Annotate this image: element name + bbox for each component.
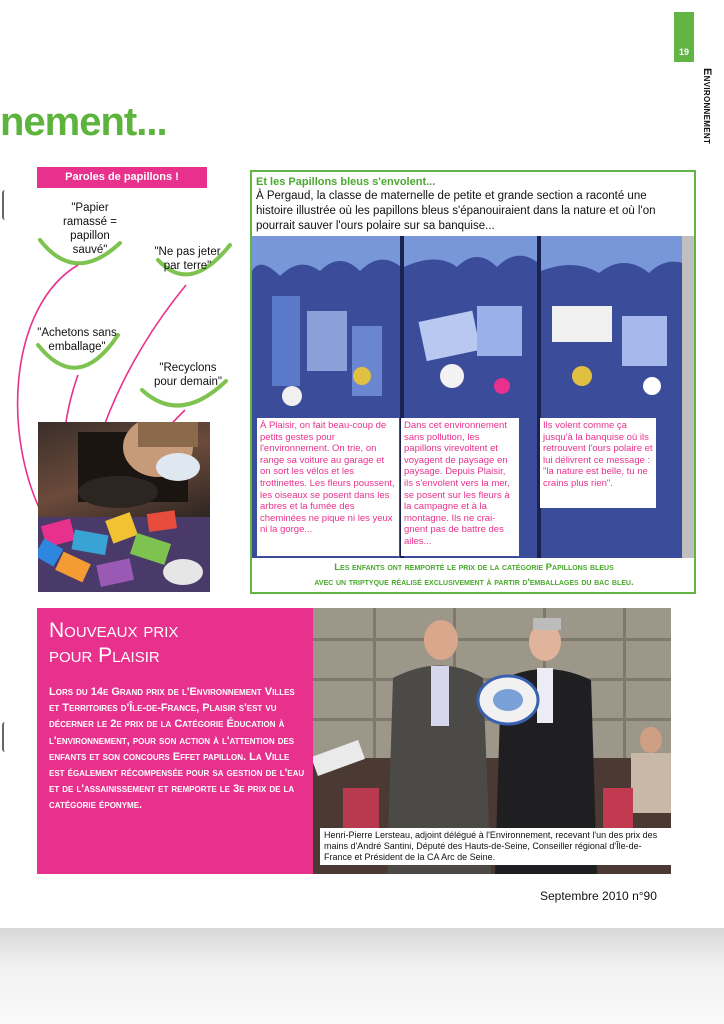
papillons-title: Et les Papillons bleus s'envolent... bbox=[256, 176, 436, 188]
triptych-caption-1: À Plaisir, on fait beau-coup de petits gestes pour l'environnement. On trie, on range sa voiture au garage et on sort les vélos et les trottinettes. Les fleurs poussent, les oiseaux se posent dans les arbres et la fumée des cheminées ne pique ni les yeux ni la gorge... bbox=[257, 418, 399, 556]
quote-papier: "Papier ramassé = papillon sauvé" bbox=[62, 202, 117, 256]
triptych-caption-3: Ils volent comme ça jusqu'à la banquise où ils retrouvent l'ours polaire et lui délivrent ce message : "la nature est belle, tu ne crains plus rien". bbox=[540, 418, 656, 508]
quote-recyclons: "Recyclons pour demain" bbox=[153, 362, 222, 388]
prix-body: Lors du 14e Grand prix de l'Environnement Villes et Territoires d'Île-de-France, Plaisir s'est vu décerner le 2e prix de la Catégorie Éducation à l'environnement, pour son action à l'attention des enfants et son concours Effet papillon. La Ville est également récompensée pour sa gestion de l'eau et de l'assainissement et remporte le 3e prix de la catégorie éponyme. bbox=[49, 686, 305, 812]
papillons-footer-line2: avec un triptyque réalisé exclusivement à partir d'emballages du bac bleu. bbox=[314, 577, 634, 588]
page-bottom-shadow bbox=[0, 928, 724, 1024]
triptych-caption-2: Dans cet environnement sans pollution, les papillons virevoltent et voyagent de paysage en paysage. Depuis Plaisir, ils s'envolent vers la mer, se posent sur les fleurs à la campagne et à la montagne. Ils ne crai-gnent pas de battre des ailes... bbox=[401, 418, 519, 556]
papillons-footer bbox=[256, 560, 692, 590]
headline: nement... bbox=[0, 100, 167, 144]
binding-mark-bottom bbox=[2, 722, 10, 752]
paroles-label: Paroles de papillons ! bbox=[37, 167, 207, 188]
section-label: Environnement bbox=[701, 68, 713, 145]
prix-title bbox=[49, 618, 309, 668]
papillons-intro: À Pergaud, la classe de maternelle de petite et grande section a raconté une histoire illustrée où les papillons bleus s'épanouiraient dans la nature et où l'on pourrait sauver l'ours polaire sur sa banquise... bbox=[256, 190, 656, 232]
quote-jeter: "Ne pas jeter par terre" bbox=[154, 246, 221, 272]
children-crafts-photo bbox=[38, 422, 210, 592]
prix-title-line1: Nouveaux prix bbox=[49, 619, 179, 642]
quote-acheton: "Achetons sans emballage" bbox=[37, 327, 117, 353]
prix-title-line2: pour Plaisir bbox=[49, 644, 160, 667]
page-number: 19 bbox=[678, 47, 689, 57]
award-photo-caption: Henri-Pierre Lersteau, adjoint délégué à l'Environnement, recevant l'un des prix des mains d'André Santini, Député des Hauts-de-Seine, Conseiller régional d'Île-de-France et Président de la CA Arc de Seine. bbox=[320, 828, 671, 865]
issue-label: Septembre 2010 n°90 bbox=[540, 889, 657, 903]
papillons-footer-line1: Les enfants ont remporté le prix de la catégorie Papillons bleus bbox=[334, 562, 614, 573]
